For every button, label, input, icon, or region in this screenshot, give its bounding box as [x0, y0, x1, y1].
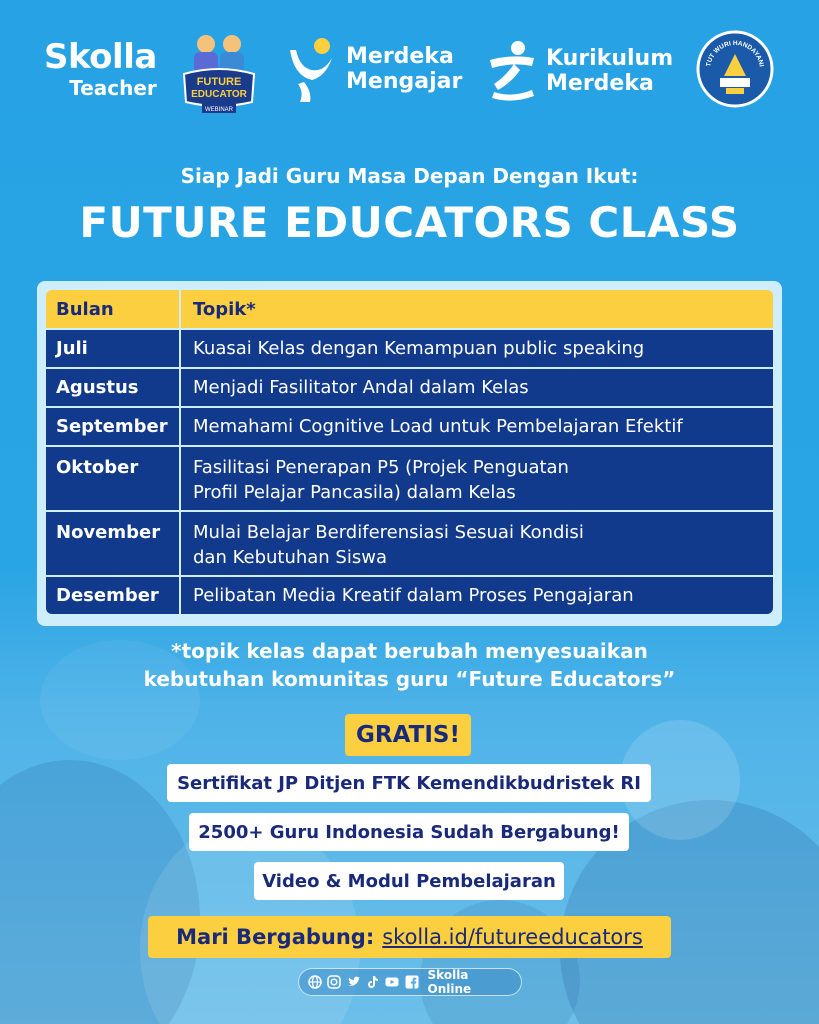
topic-line: Pelibatan Media Kreatif dalam Proses Pengajaran [193, 585, 634, 606]
topic-cell [181, 408, 773, 445]
social-handle: Skolla Online [427, 968, 472, 996]
future-educator-logo [180, 30, 258, 116]
merdeka-mengajar-line2: Mengajar [346, 69, 463, 94]
topic-note [0, 637, 819, 693]
logo-header [0, 26, 819, 126]
kurikulum-line2: Merdeka [546, 71, 654, 96]
month-cell: Oktober [46, 447, 181, 510]
tut-wuri-base [726, 88, 744, 94]
merdeka-mengajar-logo [286, 36, 462, 102]
month-cell: November [46, 512, 181, 575]
topic-cell [181, 512, 773, 575]
social-bar [298, 968, 522, 996]
topic-cell [181, 447, 773, 510]
join-link[interactable]: skolla.id/futureeducators [382, 925, 643, 949]
note-line2: kebutuhan komunitas guru “Future Educators” [143, 667, 676, 691]
tut-wuri-text: TUT WURI HANDAYANI [705, 39, 765, 68]
fe-person-left [197, 35, 215, 53]
month-cell: Desember [46, 577, 181, 614]
benefit-certificate: Sertifikat JP Ditjen FTK Kemendikbudristek RI [167, 764, 651, 802]
table-row [46, 447, 773, 510]
fe-logo-line3: WEBINAR [204, 107, 234, 113]
month-cell: Agustus [46, 369, 181, 406]
topic-line: Profil Pelajar Pancasila) dalam Kelas [193, 482, 516, 504]
tut-wuri-book [720, 78, 750, 87]
table-row [46, 408, 773, 445]
globe-icon[interactable] [307, 974, 322, 990]
topic-line: Fasilitasi Penerapan P5 (Projek Penguatan [193, 457, 569, 478]
page-title: FUTURE EDUCATORS CLASS [79, 198, 740, 247]
column-header-month: Bulan [46, 290, 181, 328]
kurikulum-merdeka-mark-icon [484, 40, 540, 102]
skolla-logo-text: Skolla [44, 37, 157, 77]
schedule-table [37, 281, 782, 626]
join-label: Mari Bergabung: [176, 925, 375, 949]
instagram-icon[interactable] [326, 974, 341, 990]
benefit-community: 2500+ Guru Indonesia Sudah Bergabung! [189, 813, 629, 851]
topic-line: Mulai Belajar Berdiferensiasi Sesuai Kondisi [193, 522, 584, 543]
facebook-icon[interactable] [404, 974, 419, 990]
table-row [46, 577, 773, 614]
youtube-icon[interactable] [385, 974, 400, 990]
table-header-row [46, 290, 773, 328]
gratis-badge: GRATIS! [345, 714, 471, 756]
tut-wuri-handayani-logo [696, 30, 774, 108]
fe-person-right [223, 35, 241, 53]
topic-cell [181, 330, 773, 367]
table-row [46, 369, 773, 406]
kurikulum-merdeka-logo [484, 40, 673, 102]
join-banner [148, 916, 671, 958]
fe-logo-line2: EDUCATOR [191, 89, 247, 100]
twitter-icon[interactable] [346, 974, 361, 990]
topic-line: Memahami Cognitive Load untuk Pembelajaran Efektif [193, 416, 683, 437]
merdeka-mengajar-mark-icon [286, 36, 338, 102]
month-cell: September [46, 408, 181, 445]
merdeka-mengajar-line1: Merdeka [346, 43, 454, 69]
kurikulum-line1: Kurikulum [546, 45, 674, 71]
skolla-teacher-logo [44, 37, 157, 100]
topic-line: Kuasai Kelas dengan Kemampuan public speaking [193, 338, 645, 359]
fe-logo-line1: FUTURE [196, 76, 242, 88]
benefit-materials: Video & Modul Pembelajaran [254, 862, 564, 900]
column-header-topic: Topik* [181, 290, 773, 328]
month-cell: Juli [46, 330, 181, 367]
tiktok-icon[interactable] [365, 974, 380, 990]
topic-cell [181, 369, 773, 406]
note-line1: *topik kelas dapat berubah menyesuaikan [171, 639, 648, 663]
teacher-logo-text: Teacher [69, 76, 157, 100]
topic-line: dan Kebutuhan Siswa [193, 547, 387, 569]
topic-line: Menjadi Fasilitator Andal dalam Kelas [193, 377, 529, 398]
topic-cell [181, 577, 773, 614]
table-row [46, 512, 773, 575]
subtitle: Siap Jadi Guru Masa Depan Dengan Ikut: [180, 164, 639, 188]
table-row [46, 330, 773, 367]
